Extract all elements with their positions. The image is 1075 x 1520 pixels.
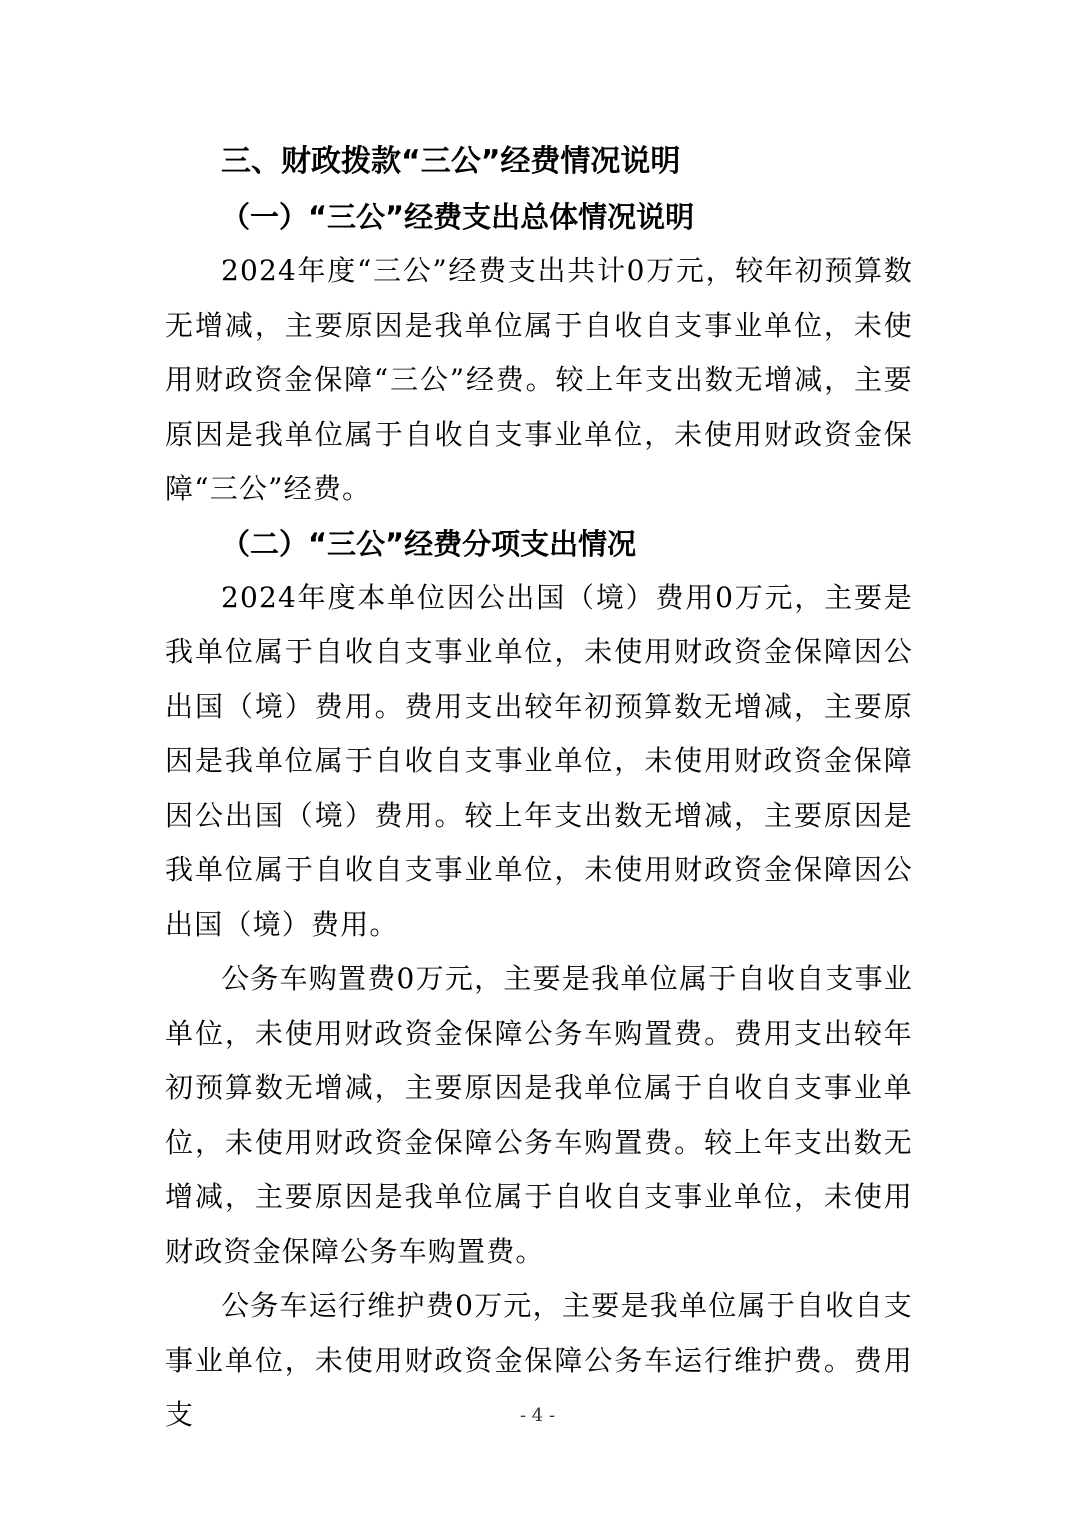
paragraph-overseas-travel: 2024年度本单位因公出国（境）费用0万元，主要是我单位属于自收自支事业单位，未使用财政资金保障因公出国（境）费用。费用支出较年初预算数无增减，主要原因是我单位属于自收自支事业单位，未使用财政资金保障因公出国（境）费用。较上年支出数无增减，主要原因是我单位属于自收自支事业单位，未使用财政资金保障因公出国（境）费用。 bbox=[165, 580, 913, 941]
paragraph-vehicle-maintenance: 公务车运行维护费0万元，主要是我单位属于自收自支事业单位，未使用财政资金保障公务车运行维护费。费用支 bbox=[165, 1289, 913, 1431]
subsection-2-title: （二）“三公”经费分项支出情况 bbox=[221, 526, 637, 561]
paragraph-vehicle-purchase: 公务车购置费0万元，主要是我单位属于自收自支事业单位，未使用财政资金保障公务车购置费。费用支出较年初预算数无增减，主要原因是我单位属于自收自支事业单位，未使用财政资金保障公务车购置费。较上年支出数无增减，主要原因是我单位属于自收自支事业单位，未使用财政资金保障公务车购置费。 bbox=[165, 962, 913, 1268]
section-title: 三、财政拨款“三公”经费情况说明 bbox=[221, 144, 681, 179]
document-body bbox=[165, 134, 913, 1443]
subsection-1-title: （一）“三公”经费支出总体情况说明 bbox=[221, 200, 695, 234]
page-number: - 4 - bbox=[519, 1405, 556, 1426]
subsection-1-paragraph: 2024年度“三公”经费支出共计0万元，较年初预算数无增减，主要原因是我单位属于自收自支事业单位，未使用财政资金保障“三公”经费。较上年支出数无增减，主要原因是我单位属于自收自支事业单位，未使用财政资金保障“三公”经费。 bbox=[165, 254, 913, 505]
